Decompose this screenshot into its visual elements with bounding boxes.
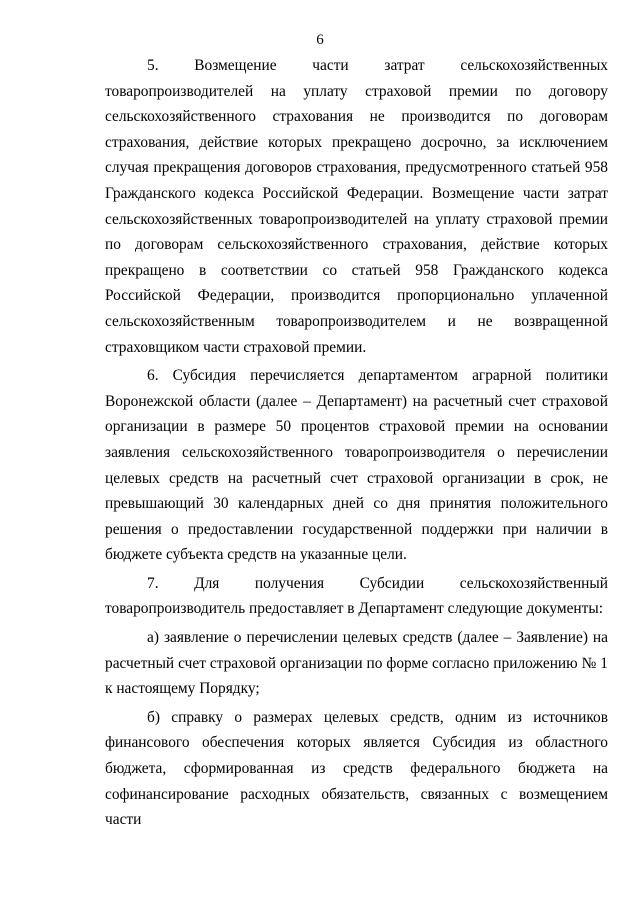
document-body [105,53,608,833]
paragraph-7a: а) заявление о перечислении целевых средств (далее – Заявление) на расчетный счет страховой организации по форме согласно приложению № 1 к настоящему Порядку; [105,629,608,698]
page-number: 6 [316,32,324,48]
paragraph-7: 7. Для получения Субсидии сельскохозяйственный товаропроизводитель предоставляет в Департамент следующие документы: [105,574,608,618]
paragraph-6: 6. Субсидия перечисляется департаментом аграрной политики Воронежской области (далее – Департамент) на расчетный счет страховой организации в размере 50 процентов страховой премии на основании заявления сельскохозяйственного товаропроизводителя о перечислении целевых средств на расчетный счет страховой организации в срок, не превышающий 30 календарных дней со дня принятия положительного решения о предоставлении государственной поддержки при наличии в бюджете субъекта средств на указанные цели. [105,367,608,564]
paragraph-7b: б) справку о размерах целевых средств, одним из источников финансового обеспечения которых является Субсидия из областного бюджета, сформированная из средств федерального бюджета на софинансирование расходных обязательств, связанных с возмещением части [105,708,608,829]
paragraph-5: 5. Возмещение части затрат сельскохозяйственных товаропроизводителей на уплату страховой премии по договору сельскохозяйственного страхования не производится по договорам страхования, действие которых прекращено досрочно, за исключением случая прекращения договоров страхования, предусмотренного статьей 958 Гражданского кодекса Российской Федерации. Возмещение части затрат сельскохозяйственных товаропроизводителей на уплату страховой премии по договорам сельскохозяйственного страхования, действие которых прекращено в соответствии со статьей 958 Гражданского кодекса Российской Федерации, производится пропорционально уплаченной сельскохозяйственным товаропроизводителем и не возвращенной страховщиком части страховой премии. [105,57,608,356]
